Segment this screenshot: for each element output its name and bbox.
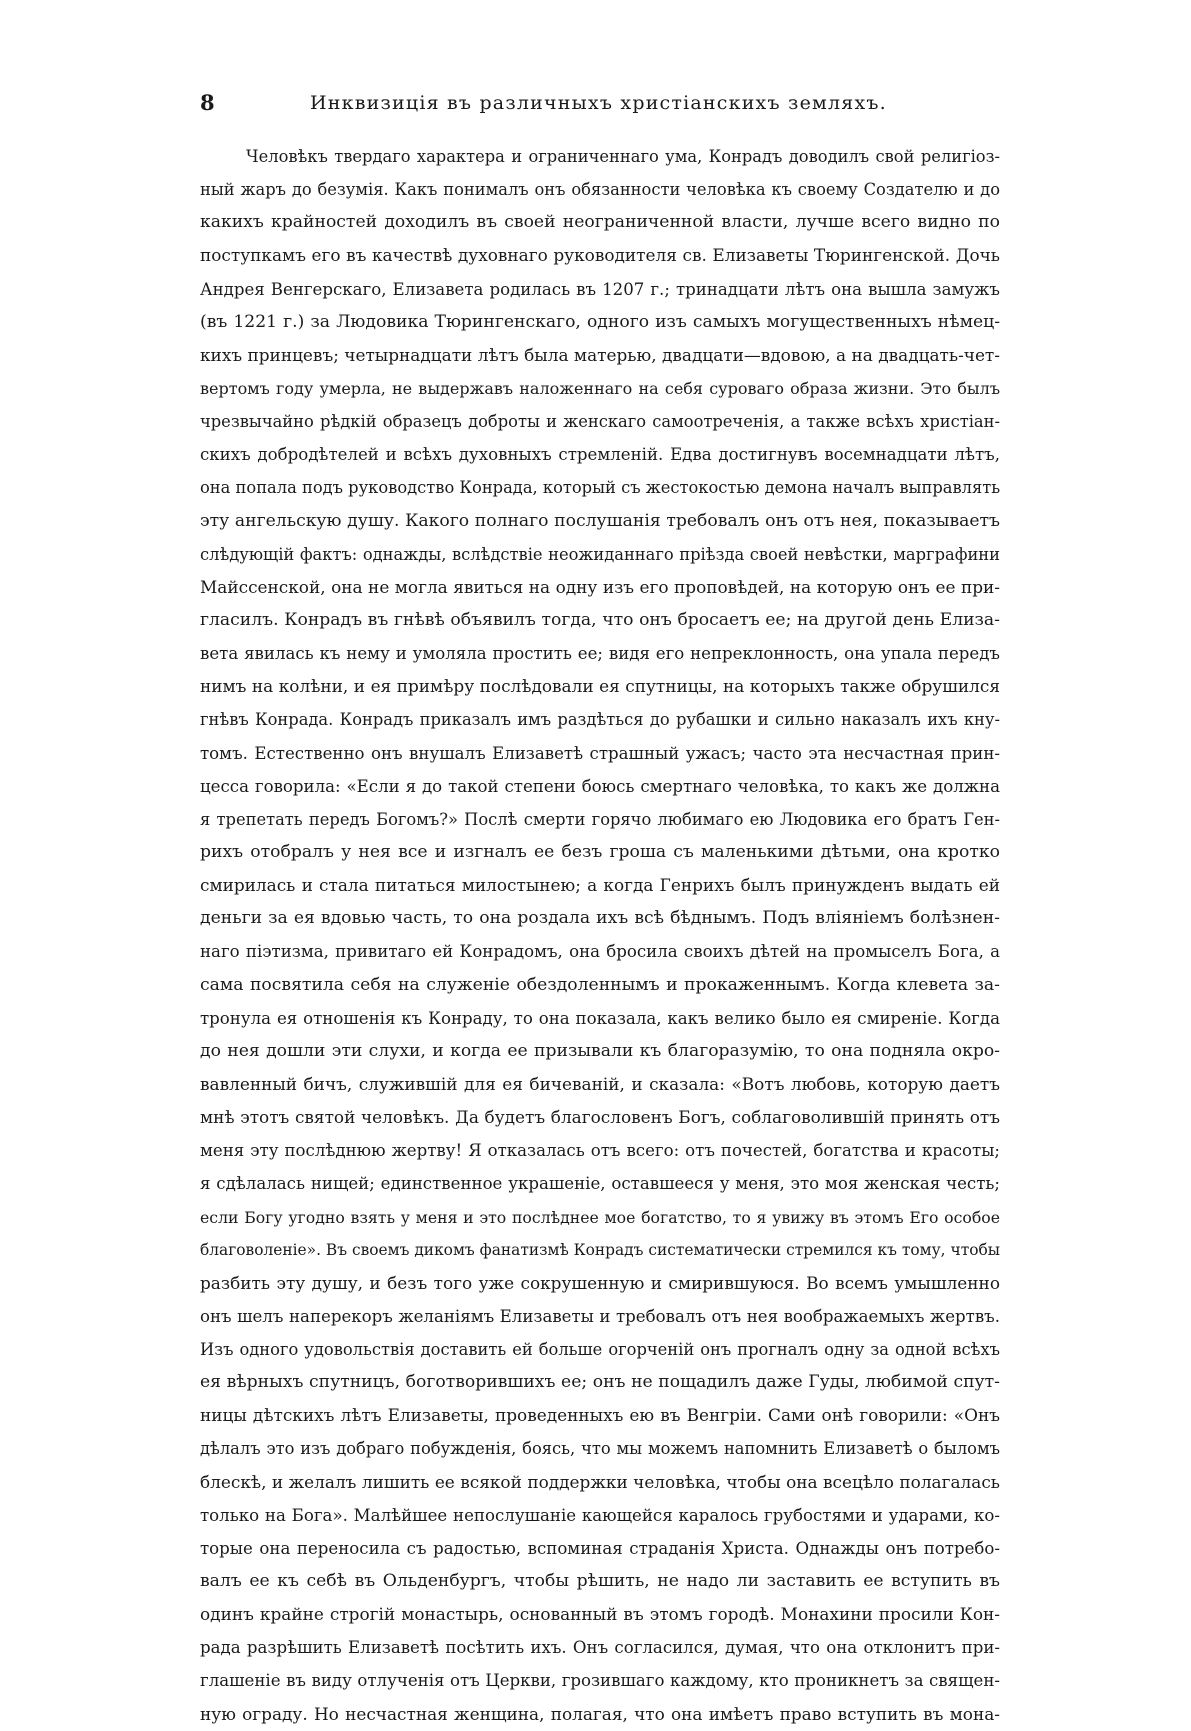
text-line: (въ 1221 г.) за Людовика Тюрингенскаго, одного изъ самыхъ могущественныхъ нѣмец-	[200, 311, 1000, 332]
text-line: я трепетать передъ Богомъ?» Послѣ смерти горячо любимаго ею Людовика его братъ Ген-	[200, 809, 1000, 829]
text-line: эту ангельскую душу. Какого полнаго послушанія требовалъ онъ отъ нея, показываетъ	[200, 510, 1000, 531]
text-line: гнѣвъ Конрада. Конрадъ приказалъ имъ раздѣться до рубашки и сильно наказалъ ихъ кну-	[200, 710, 1000, 730]
text-line: я сдѣлалась нищей; единственное украшеніе, оставшееся у меня, это моя женская честь;	[200, 1174, 1000, 1194]
text-line: она попала подъ руководство Конрада, который съ жестокостью демона началъ выправлять	[200, 478, 1000, 498]
text-line: до нея дошли эти слухи, и когда ее призывали къ благоразумію, то она подняла окро-	[200, 1040, 1000, 1061]
text-line: деньги за ея вдовью часть, то она роздала ихъ всѣ бѣднымъ. Подъ вліяніемъ болѣзнен-	[200, 908, 1000, 929]
text-line: какихъ крайностей доходилъ въ своей неограниченной власти, лучше всего видно по	[200, 212, 1000, 233]
text-line: рихъ отобралъ у нея все и изгналъ ее безъ гроша съ маленькими дѣтьми, она кротко	[200, 841, 1000, 862]
text-line: разбить эту душу, и безъ того уже сокрушенную и смирившуюся. Во всемъ умышленно	[200, 1272, 1000, 1293]
text-line: наго піэтизма, привитаго ей Конрадомъ, она бросила своихъ дѣтей на промыселъ Бога, а	[200, 942, 1000, 962]
text-line: чрезвычайно рѣдкій образецъ доброты и женскаго самоотреченія, а также всѣхъ христіан-	[200, 412, 1000, 432]
text-line: рада разрѣшить Елизаветѣ посѣтить ихъ. Онъ согласился, думая, что она отклонитъ при-	[200, 1638, 1000, 1658]
text-line: томъ. Естественно онъ внушалъ Елизаветѣ страшный ужасъ; часто эта несчастная прин-	[200, 743, 1000, 763]
page-number: 8	[200, 90, 215, 115]
text-line: Изъ одного удовольствія доставить ей больше огорченій онъ прогналъ одну за одной всѣхъ	[200, 1340, 1000, 1360]
running-title: Инквизиція въ различныхъ христіанскихъ земляхъ.	[310, 92, 887, 114]
text-line: ницы дѣтскихъ лѣтъ Елизаветы, проведенныхъ ею въ Венгріи. Сами онѣ говорили: «Онъ	[200, 1405, 1000, 1426]
text-line: онъ шелъ наперекоръ желаніямъ Елизаветы и требовалъ отъ нея воображаемыхъ жертвъ.	[200, 1306, 1000, 1326]
text-line: меня эту послѣднюю жертву! Я отказалась отъ всего: отъ почестей, богатства и красоты;	[200, 1141, 1000, 1161]
text-line: если Богу угодно взять у меня и это послѣднее мое богатство, то я увижу въ этомъ Его особое	[200, 1207, 1000, 1227]
text-line: скихъ добродѣтелей и всѣхъ духовныхъ стремленій. Едва достигнувъ восемнадцати лѣтъ,	[200, 445, 1000, 465]
text-line: поступкамъ его въ качествѣ духовнаго руководителя св. Елизаветы Тюрингенской. Дочь	[200, 245, 1000, 266]
text-line: дѣлалъ это изъ добраго побужденія, боясь, что мы можемъ напомнить Елизаветѣ о быломъ	[200, 1439, 1000, 1459]
text-line: мнѣ этотъ святой человѣкъ. Да будетъ благословенъ Богъ, соблаговолившій принять отъ	[200, 1107, 1000, 1128]
text-line: кихъ принцевъ; четырнадцати лѣтъ была матерью, двадцати—вдовою, а на двадцать-чет-	[200, 344, 1000, 365]
text-line: гласилъ. Конрадъ въ гнѣвѣ объявилъ тогда, что онъ бросаетъ ее; на другой день Елиза-	[200, 609, 1000, 630]
text-line: вета явилась къ нему и умоляла простить ее; видя его непреклонность, она упала передъ	[200, 644, 1000, 664]
text-line: смирилась и стала питаться милостынею; а когда Генрихъ былъ принужденъ выдать ей	[200, 875, 1000, 896]
text-line: Майссенской, она не могла явиться на одну изъ его проповѣдей, на которую онъ ее при-	[200, 576, 1000, 597]
text-line: благоволеніе». Въ своемъ дикомъ фанатизмѣ Конрадъ систематически стремился къ тому, чтобы	[200, 1240, 1000, 1259]
text-line: сама посвятила себя на служеніе обездоленнымъ и прокаженнымъ. Когда клевета за-	[200, 974, 1000, 995]
body-text	[200, 140, 1000, 1731]
text-line: вавленный бичъ, служившій для ея бичеваній, и сказала: «Вотъ любовь, которую даетъ	[200, 1073, 1000, 1094]
text-line: цесса говорила: «Если я до такой степени боюсь смертнаго человѣка, то какъ же должна	[200, 776, 1000, 796]
text-line: Человѣкъ твердаго характера и ограниченнаго ума, Конрадъ доводилъ свой религіоз-	[246, 147, 1000, 166]
text-line: нимъ на колѣни, и ея примѣру послѣдовали ея спутницы, на которыхъ также обрушился	[200, 676, 1000, 697]
text-line: слѣдующій фактъ: однажды, вслѣдствіе неожиданнаго пріѣзда своей невѣстки, маргрaфини	[200, 544, 1000, 564]
text-line: ея вѣрныхъ спутницъ, боготворившихъ ее; онъ не пощадилъ даже Гуды, любимой спут-	[200, 1372, 1000, 1393]
text-line: одинъ крайне строгій монастырь, основанный въ этомъ городѣ. Монахини просили Кон-	[200, 1604, 1000, 1625]
text-line: Андрея Венгерскаго, Елизавета родилась въ 1207 г.; тринадцати лѣтъ она вышла замужъ	[200, 279, 1000, 299]
text-line: валъ ее къ себѣ въ Ольденбургъ, чтобы рѣшить, не надо ли заставить ее вступить въ	[200, 1571, 1000, 1592]
text-line: торые она переносила съ радостью, вспоминая страданія Христа. Однажды онъ потребо-	[200, 1538, 1000, 1558]
text-line: блескѣ, и желалъ лишить ее всякой поддержки человѣка, чтобы она всецѣло полагалась	[200, 1471, 1000, 1492]
text-line: ную ограду. Но несчастная женщина, полагая, что она имѣетъ право вступить въ мона-	[200, 1703, 1000, 1724]
text-line: только на Бога». Малѣйшее непослушаніе кающейся каралось грубостями и ударами, ко-	[200, 1505, 1000, 1525]
text-line: глашеніе въ виду отлученія отъ Церкви, грозившаго каждому, кто проникнетъ за священ-	[200, 1671, 1000, 1691]
text-line: вертомъ году умерла, не выдержавъ наложеннаго на себя суроваго образа жизни. Это былъ	[200, 378, 1000, 398]
text-line: ный жаръ до безумія. Какъ понималъ онъ обязанности человѣка къ своему Создателю и до	[200, 180, 1000, 200]
text-line: тронула ея отношенія къ Конраду, то она показала, какъ велико было ея смиреніе. Когда	[200, 1008, 1000, 1028]
